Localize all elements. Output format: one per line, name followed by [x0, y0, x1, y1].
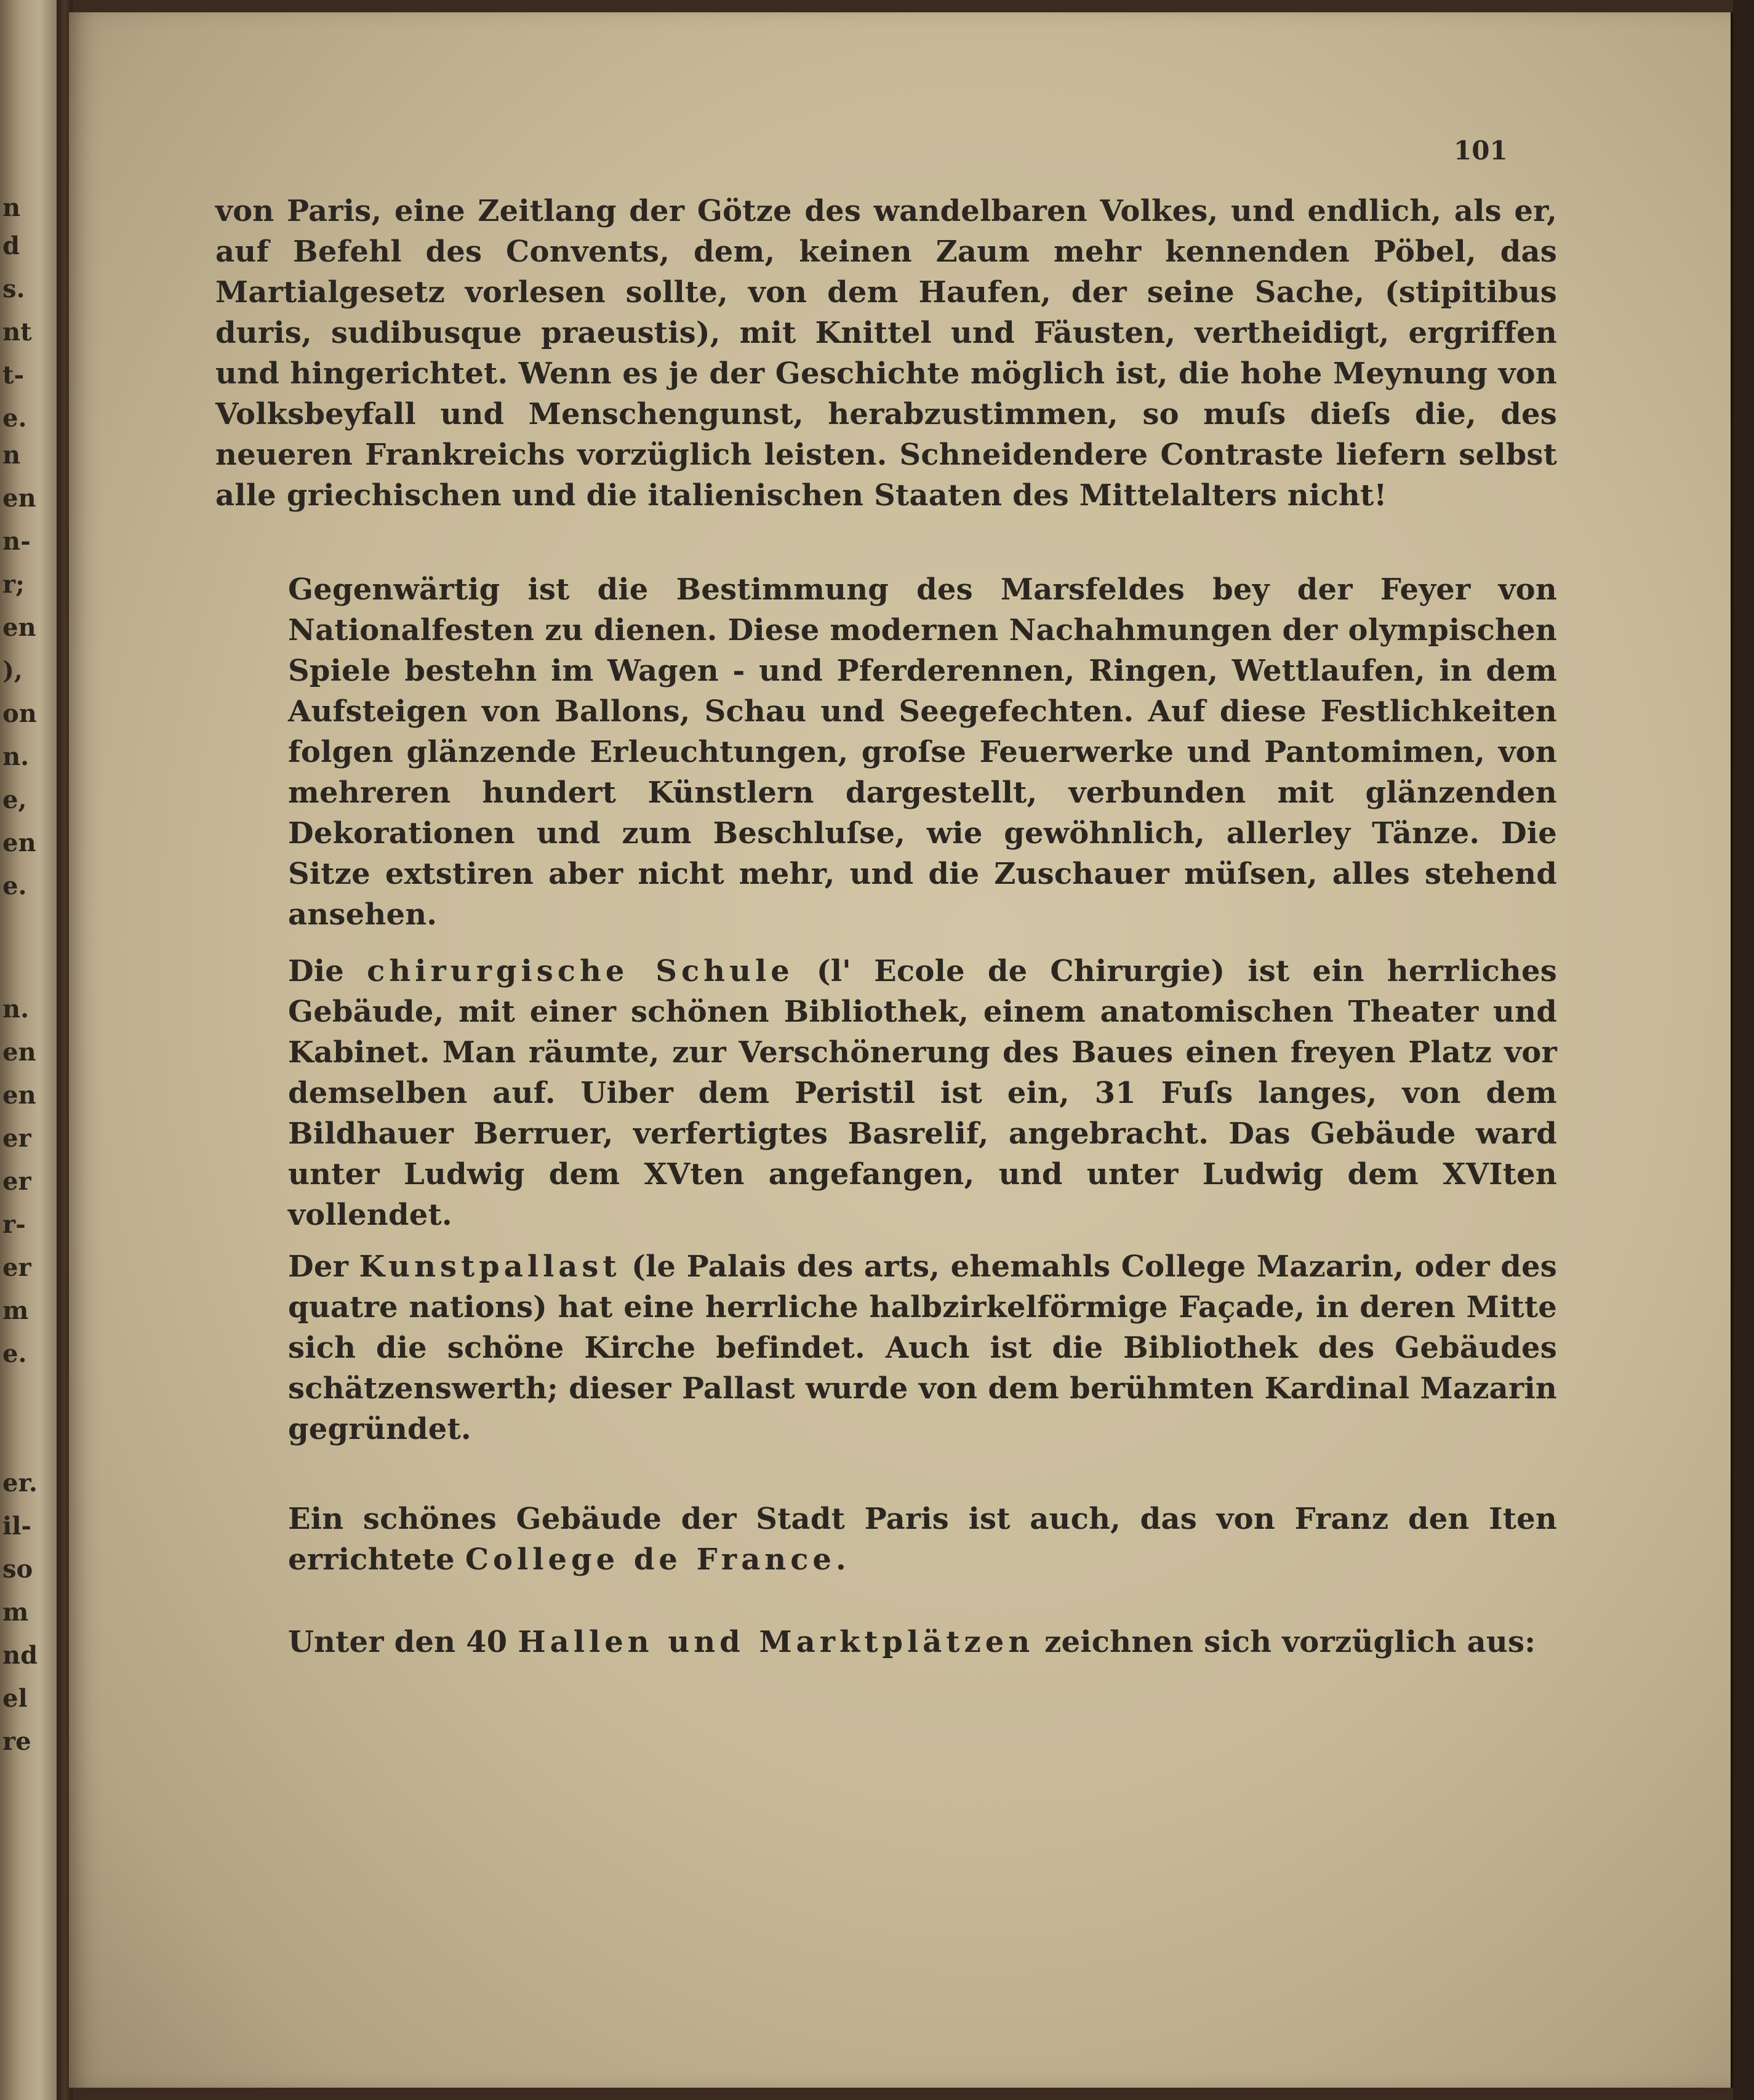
left-fragment: en: [2, 828, 36, 857]
left-fragment: nd: [2, 1641, 38, 1670]
text-run: Ein schönes Gebäude der Stadt Paris ist auch, das von Franz den Iten errichtete: [288, 1502, 1557, 1577]
right-edge-shadow: [1733, 0, 1754, 2100]
left-fragment: s.: [2, 275, 25, 303]
left-fragment: t-: [2, 361, 25, 390]
left-fragment: d: [2, 231, 20, 260]
left-fragment: e.: [2, 1339, 27, 1368]
paragraph-1: [215, 191, 1557, 516]
text-run: Unter den 40: [288, 1625, 508, 1659]
left-fragment: en: [2, 484, 36, 513]
paragraph-text: [215, 951, 1557, 1235]
left-fragment: n: [2, 441, 21, 470]
left-fragment: er: [2, 1167, 31, 1196]
spaced-term: Hallen und Marktplätzen: [518, 1625, 1035, 1659]
spaced-term: College de France.: [465, 1542, 851, 1577]
left-fragment: e.: [2, 872, 27, 900]
left-fragment: en: [2, 613, 36, 642]
left-fragment: r;: [2, 570, 25, 599]
text-run: zeichnen sich vorzüglich aus:: [1044, 1625, 1536, 1659]
paragraph-text: von Paris, eine Zeitlang der Götze des wandelbaren Volkes, und endlich, als er, auf Befehl des Convents, dem, keinen Zaum mehr kennenden Pöbel, das Martialgesetz vorlesen sollte, von dem Haufen, der seine Sache, (stipitibus duris, sudibusque praeustis), mit Knittel und Fäusten, vertheidigt, ergriffen und hingerichtet. Wenn es je der Geschichte möglich ist, die hohe Meynung von Volksbeyfall und Menschengunst, herabzustimmen, so muſs dieſs die, des neueren Frankreichs vorzüglich leisten. Schneidendere Contraste liefern selbst alle griechischen und die italienischen Staaten des Mittelalters nicht!: [215, 194, 1557, 513]
text-run: Der: [288, 1249, 349, 1284]
left-fragment: il-: [2, 1512, 31, 1541]
paragraph-3: [215, 951, 1557, 1235]
spaced-term: Kunstpallast: [359, 1249, 621, 1284]
left-fragment: on: [2, 699, 37, 728]
left-fragment: e.: [2, 404, 27, 433]
previous-page-edge: [0, 0, 57, 2100]
left-fragment: en: [2, 1081, 36, 1110]
paragraph-text: [215, 1499, 1557, 1580]
left-fragment: r-: [2, 1210, 26, 1239]
left-fragment: m: [2, 1598, 29, 1627]
left-fragment: er.: [2, 1469, 38, 1497]
paragraph-text: Gegenwärtig ist die Bestimmung des Marsfeldes bey der Feyer von Nationalfesten zu dienen. Diese modernen Nachahmungen der olympischen Spiele bestehn im Wagen - und Pferderennen, Ringen, Wettlaufen, in dem Aufsteigen von Ballons, Schau und Seegefechten. Auf diese Festlichkeiten folgen glänzende Erleuchtungen, groſse Feuerwerke und Pantomimen, von mehreren hundert Künstlern dargestellt, verbunden mit glänzenden Dekorationen und zum Beschluſse, wie gewöhnlich, allerley Tänze. Die Sitze extstiren aber nicht mehr, und die Zuschauer müſsen, alles stehend ansehen.: [288, 572, 1557, 932]
paragraph-4: [215, 1246, 1557, 1449]
paragraph-5: [215, 1499, 1557, 1580]
left-fragment: el: [2, 1684, 28, 1713]
paragraph-text: [215, 1246, 1557, 1449]
left-fragment: so: [2, 1555, 33, 1584]
left-fragment: n.: [2, 995, 30, 1024]
left-fragment: n-: [2, 527, 31, 556]
text-run: (le Palais des arts, ehemahls College Mazarin, oder des quatre nations) hat eine herrliche halbzirkelförmige Façade, in deren Mitte sich die schöne Kirche befindet. Auch ist die Bibliothek des Gebäudes schätzenswerth; dieser Pallast wurde von dem berühmten Kardinal Mazarin gegründet.: [288, 1249, 1558, 1446]
text-run: (l' Ecole de Chirurgie) ist ein herrliches Gebäude, mit einer schönen Bibliothek, einem anatomischen Theater und Kabinet. Man räumte, zur Verschönerung des Baues einen freyen Platz vor demselben auf. Uiber dem Peristil ist ein, 31 Fuſs langes, von dem Bildhauer Berruer, verfertigtes Basrelif, angebracht. Das Gebäude ward unter Ludwig dem XVten angefangen, und unter Ludwig dem XVIten vollendet.: [288, 954, 1557, 1232]
left-fragment: nt: [2, 318, 32, 347]
left-fragment: en: [2, 1038, 36, 1067]
left-fragment: n.: [2, 742, 30, 771]
spaced-term: chirurgische Schule: [367, 954, 794, 988]
left-fragment: re: [2, 1727, 31, 1756]
page-number: 101: [1454, 135, 1508, 166]
paragraph-text: [215, 1622, 1557, 1662]
left-fragment: ),: [2, 656, 23, 685]
left-fragment: er: [2, 1253, 31, 1282]
paragraph-2: [215, 569, 1557, 935]
left-fragment: m: [2, 1296, 29, 1325]
book-page: [69, 12, 1733, 2088]
left-fragment: n: [2, 193, 21, 222]
text-run: Die: [288, 954, 344, 988]
left-fragment: e,: [2, 785, 27, 814]
left-fragment: er: [2, 1124, 31, 1153]
paragraph-6: [215, 1622, 1557, 1662]
